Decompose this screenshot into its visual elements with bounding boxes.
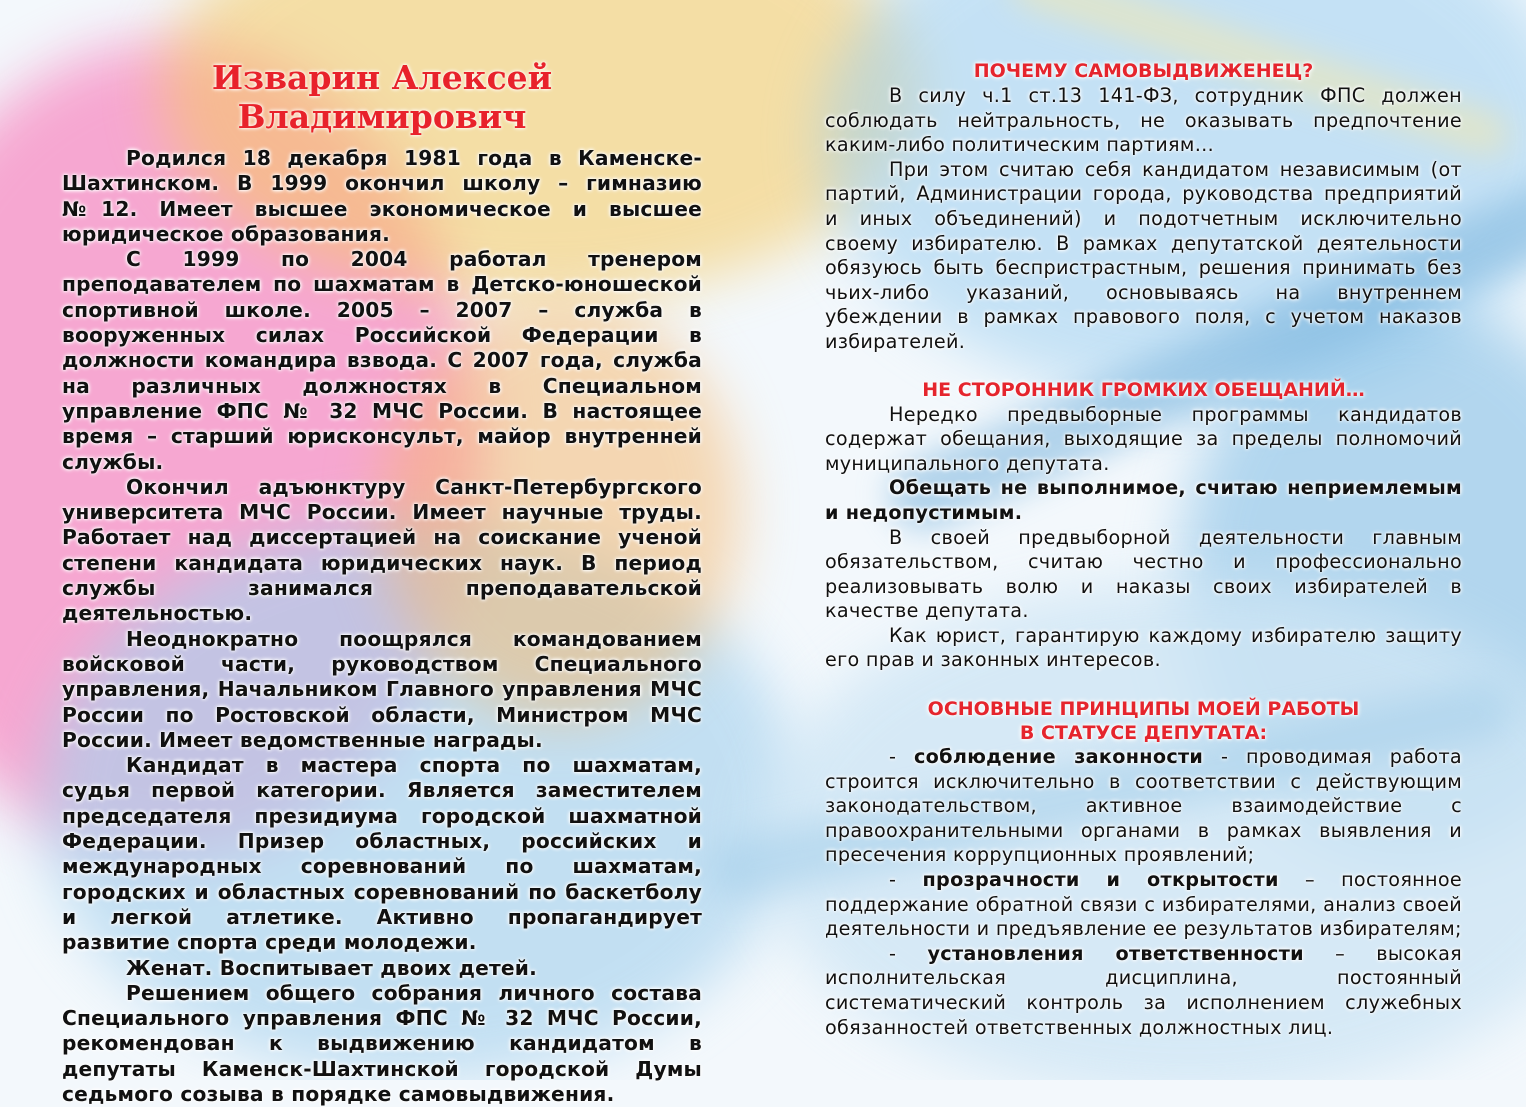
section-paragraph: Как юрист, гарантирую каждому избирателю защиту его прав и законных интересов. <box>825 623 1462 672</box>
section-paragraph: В своей предвыборной деятельности главным обязательством, считаю честно и профессионально реализовывать волю и наказы своих избирателей в качестве депутата. <box>825 525 1462 623</box>
principle-item: - прозрачности и открытости – постоянное поддержание обратной связи с избирателями, анализ своей деятельности и предъявление ее результатов избирателям; <box>825 868 1463 941</box>
principle-item: - установления ответственности – высокая исполнительская дисциплина, постоянный систематический контроль за исполнением служебных обязанностей ответственных должностных лиц. <box>825 941 1462 1039</box>
candidate-name: Изварин Алексей Владимирович <box>211 58 553 136</box>
bio-paragraph: Кандидат в мастера спорта по шахматам, судья первой категории. Является заместителем председателя президиума городской шахматной Федерации. Призер областных, российских и международных соревнований по шахматам, городских и областных соревнований по баскетболу и легкой атлетике. Активно пропагандирует развитие спорта среди молодежи. <box>62 753 702 955</box>
bio-paragraph: С 1999 по 2004 работал тренером преподавателем по шахматам в Детско-юношеской спортивной школе. 2005 – 2007 – служба в вооруженных силах Российской Федерации в должности командира взвода. С 2007 года, служба на различных должностях в Специальном управление ФПС № 32 МЧС России. В настоящее время – старший юрисконсульт, майор внутренней службы. <box>62 247 702 474</box>
principle-term: прозрачности и открытости <box>922 868 1279 892</box>
principle-term: установления ответственности <box>927 941 1304 965</box>
principle-term: соблюдение законности <box>914 745 1204 769</box>
biography-column <box>62 58 702 1107</box>
principle-item: - соблюдение законности - проводимая работа строится исключительно в соответствии с действующим законодательством, активное взаимодействие с правоохранительными органами в рамках выявления и пресечения коррупционных проявлений; <box>825 745 1462 867</box>
section-paragraph: Нередко предвыборные программы кандидатов содержат обещания, выходящие за пределы полномочий муниципального депутата. <box>825 402 1462 475</box>
section-heading-principles <box>825 697 1462 745</box>
program-column <box>825 60 1462 1040</box>
bio-paragraph: Неоднократно поощрялся командованием войсковой части, руководством Специального управления, Начальником Главного управления МЧС России по Ростовской области, Министром МЧС России. Имеет ведомственные награды. <box>62 626 702 752</box>
bio-paragraph: Родился 18 декабря 1981 года в Каменске-Шахтинском. В 1999 окончил школу – гимназию №12. Имеет высшее экономическое и высшее юридическое образования. <box>62 146 702 246</box>
principles-heading-line: В СТАТУСЕ ДЕПУТАТА: <box>1019 722 1268 745</box>
bio-paragraph: Окончил адъюнктуру Санкт-Петербургского университета МЧС России. Имеет научные труды. Работает над диссертацией на соискание ученой степени кандидата юридических наук. В период службы занимался преподавательской деятельностью. <box>62 474 702 626</box>
section-heading-no-loud-promises: НЕ СТОРОННИК ГРОМКИХ ОБЕЩАНИЙ… <box>922 378 1365 401</box>
section-heading-why-self-nominee: ПОЧЕМУ САМОВЫДВИЖЕНЕЦ? <box>973 60 1314 82</box>
section-paragraph-emphasis: Обещать не выполнимое, считаю неприемлемым и недопустимым. <box>825 476 1462 524</box>
bio-paragraph: Женат. Воспитывает двоих детей. <box>126 955 538 980</box>
section-paragraph: В силу ч.1 ст.13 141-ФЗ, сотрудник ФПС должен соблюдать нейтральность, не оказывать предпочтение каким-либо политическим партиям… <box>825 84 1462 157</box>
section-paragraph: При этом считаю себя кандидатом независимым (от партий, Администрации города, руководства предприятий и иных объединений) и подотчетным исключительно своему избирателю. В рамках депутатской деятельности обязуюсь быть беспристрастным, решения принимать без чьих-либо указаний, основываясь на внутреннем убеждении в рамках правового поля, с учетом наказов избирателей. <box>825 157 1462 353</box>
principles-heading-line: ОСНОВНЫЕ ПРИНЦИПЫ МОЕЙ РАБОТЫ <box>927 698 1360 721</box>
bio-paragraph: Решением общего собрания личного состава Специального управления ФПС № 32 МЧС России, рекомендован к выдвижению кандидатом в депутаты Каменск-Шахтинской городской Думы седьмого созыва в порядке самовыдвижения. <box>62 980 702 1106</box>
